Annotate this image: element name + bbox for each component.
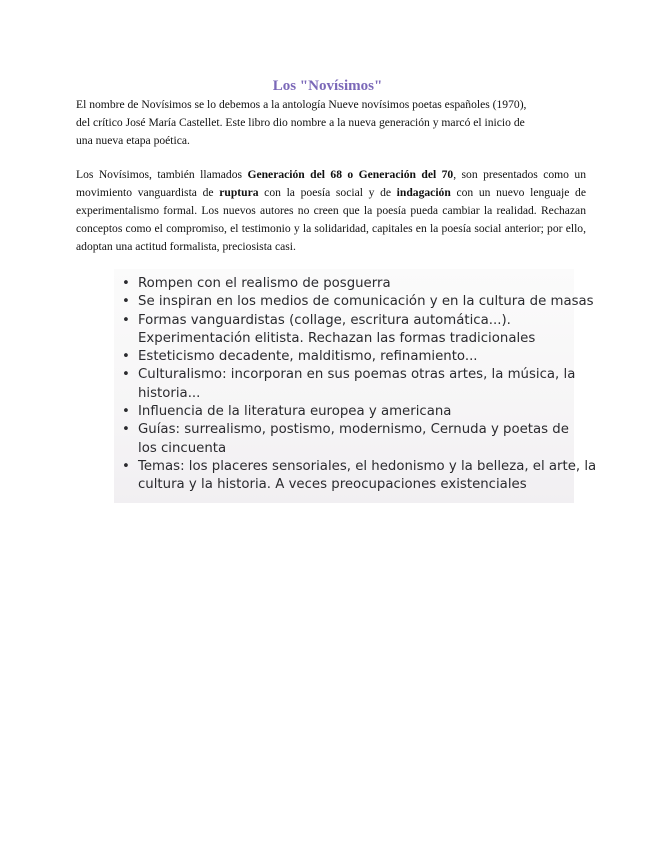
list-item-continuation — [114, 476, 574, 494]
list-item-continuation — [114, 385, 574, 403]
bullet-icon: • — [122, 458, 130, 474]
desc-bold-ruptura: ruptura — [219, 186, 259, 199]
page-title: Los "Novísimos" — [272, 78, 383, 94]
list-item-continuation — [114, 440, 574, 458]
list-item-text: Culturalismo: incorporan en sus poemas otras artes, la música, la — [138, 367, 576, 383]
list-item-text: Guías: surrealismo, postismo, modernismo, Cernuda y poetas de — [138, 422, 569, 438]
list-item-text: Se inspiran en los medios de comunicación y en la cultura de masas — [138, 294, 594, 310]
bullet-icon: • — [122, 349, 130, 365]
list-item-text: Influencia de la literatura europea y americana — [138, 404, 452, 420]
list-item — [114, 348, 574, 366]
list-item — [114, 421, 574, 439]
bullet-icon: • — [122, 404, 130, 420]
desc-text-b: , son presentados como un movimiento vanguardista de — [76, 168, 586, 199]
intro-line-1: El nombre de Novísimos se lo debemos a la antología Nueve novísimos poetas españoles (1970), — [76, 98, 527, 111]
intro-line-3: una nueva etapa poética. — [76, 134, 190, 147]
list-item — [114, 366, 574, 384]
list-item — [114, 403, 574, 421]
list-item — [114, 458, 597, 476]
characteristics-list — [114, 275, 597, 495]
intro-line-2: del crítico José María Castellet. Este libro dio nombre a la nueva generación y marcó el inicio de — [76, 116, 525, 129]
desc-bold-generation: Generación del 68 o Generación del 70 — [247, 168, 454, 181]
scanned-characteristics-image — [114, 269, 597, 503]
list-item-text: Rompen con el realismo de posguerra — [138, 276, 391, 291]
list-item-continuation — [114, 330, 574, 348]
list-item — [114, 293, 594, 311]
list-item — [114, 312, 574, 330]
list-item-text: Temas: los placeres sensoriales, el hedonismo y la belleza, el arte, la — [138, 458, 597, 474]
description-paragraph — [76, 166, 586, 256]
intro-paragraph — [76, 96, 586, 150]
bullet-icon: • — [122, 312, 130, 328]
list-item-text: Formas vanguardistas (collage, escritura automática...). — [138, 312, 511, 328]
desc-text-c: con la poesía social y de — [258, 186, 397, 199]
list-item-text: Esteticismo decadente, malditismo, refinamiento... — [138, 349, 478, 365]
bullet-icon: • — [122, 294, 130, 310]
list-item-text: Experimentación elitista. Rechazan las formas tradicionales — [138, 330, 536, 346]
bullet-icon: • — [122, 367, 130, 383]
list-item-text: historia... — [138, 385, 201, 401]
bullet-icon: • — [122, 422, 130, 438]
desc-bold-indagacion: indagación — [396, 186, 451, 199]
bullet-icon: • — [122, 276, 130, 291]
list-item-text: los cincuenta — [138, 440, 227, 456]
list-item — [114, 275, 574, 293]
desc-text-d: con un nuevo lenguaje de experimentalismo formal. Los nuevos autores no creen que la poesía pueda cambiar la realidad. Rechazan conceptos como el compromiso, el testimonio y la solidaridad, capitales en la poesía social anterior; por ello, adoptan una actitud formalista, preciosista casi. — [76, 186, 586, 253]
desc-text-a: Los Novísimos, también llamados — [76, 168, 248, 181]
list-item-text: cultura y la historia. A veces preocupaciones existenciales — [138, 477, 527, 493]
